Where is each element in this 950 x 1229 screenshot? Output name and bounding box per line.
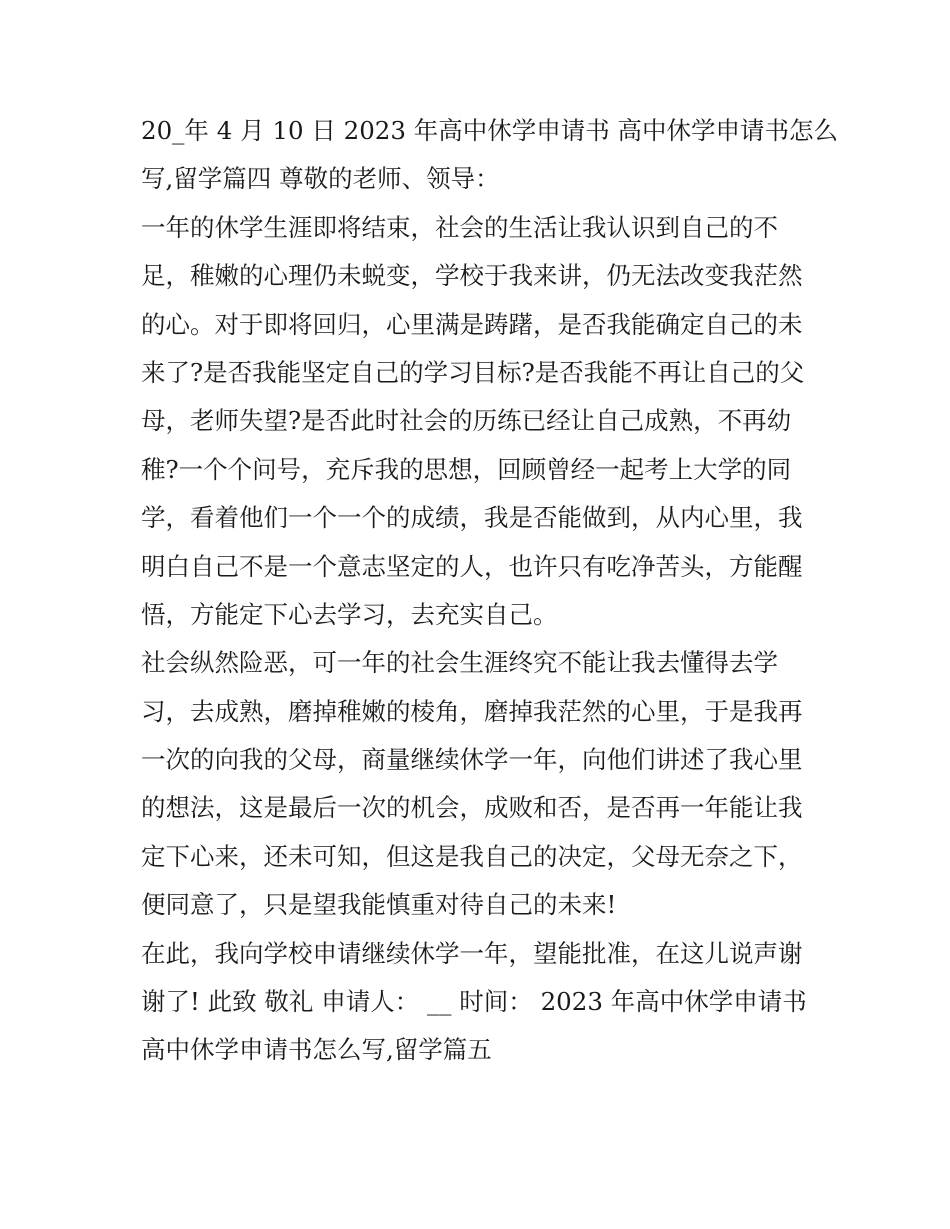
- text-line-15: 的想法，这是最后一次的机会，成败和否，是否再一年能让我: [141, 793, 803, 823]
- text-line-11: 悟，方能定下心去学习，去充实自己。: [141, 599, 558, 629]
- text-line-19: 谢了! 此致 敬礼 申请人： __ 时间： 2023 年高中休学申请书: [141, 987, 807, 1017]
- text-line-12: 社会纵然险恶，可一年的社会生涯终究不能让我去懂得去学: [141, 648, 778, 678]
- text-line-18: 在此，我向学校申请继续休学一年，望能批准，在这儿说声谢: [141, 938, 803, 968]
- text-line-16: 定下心来，还未可知，但这是我自己的决定，父母无奈之下，: [141, 841, 803, 871]
- document-body: [141, 107, 839, 1075]
- text-line-20: 高中休学申请书怎么写,留学篇五: [141, 1035, 492, 1065]
- text-line-14: 一次的向我的父母，商量继续休学一年，向他们讲述了我心里: [141, 745, 803, 775]
- text-line-4: 足，稚嫩的心理仍未蜕变，学校于我来讲，仍无法改变我茫然: [141, 261, 803, 291]
- text-line-13: 习，去成熟，磨掉稚嫩的棱角，磨掉我茫然的心里，于是我再: [141, 696, 803, 726]
- text-line-7: 母，老师失望?是否此时社会的历练已经让自己成熟，不再幼: [141, 406, 792, 436]
- text-line-8: 稚?一个个问号，充斥我的思想，回顾曾经一起考上大学的同: [141, 454, 792, 484]
- text-line-6: 来了?是否我能坚定自己的学习目标?是否我能不再让自己的父: [141, 357, 805, 387]
- text-line-3: 一年的休学生涯即将结束，社会的生活让我认识到自己的不: [141, 212, 778, 242]
- text-line-5: 的心。对于即将回归，心里满是踌躇，是否我能确定自己的未: [141, 309, 803, 339]
- text-line-2: 写,留学篇四 尊敬的老师、领导：: [141, 164, 500, 194]
- text-line-17: 便同意了，只是望我能慎重对待自己的未来!: [141, 890, 617, 920]
- text-line-10: 明白自己不是一个意志坚定的人，也许只有吃净苦头，方能醒: [141, 551, 803, 581]
- text-line-9: 学，看着他们一个一个的成绩，我是否能做到，从内心里，我: [141, 503, 803, 533]
- text-line-1: 20_年 4 月 10 日 2023 年高中休学申请书 高中休学申请书怎么: [141, 116, 839, 145]
